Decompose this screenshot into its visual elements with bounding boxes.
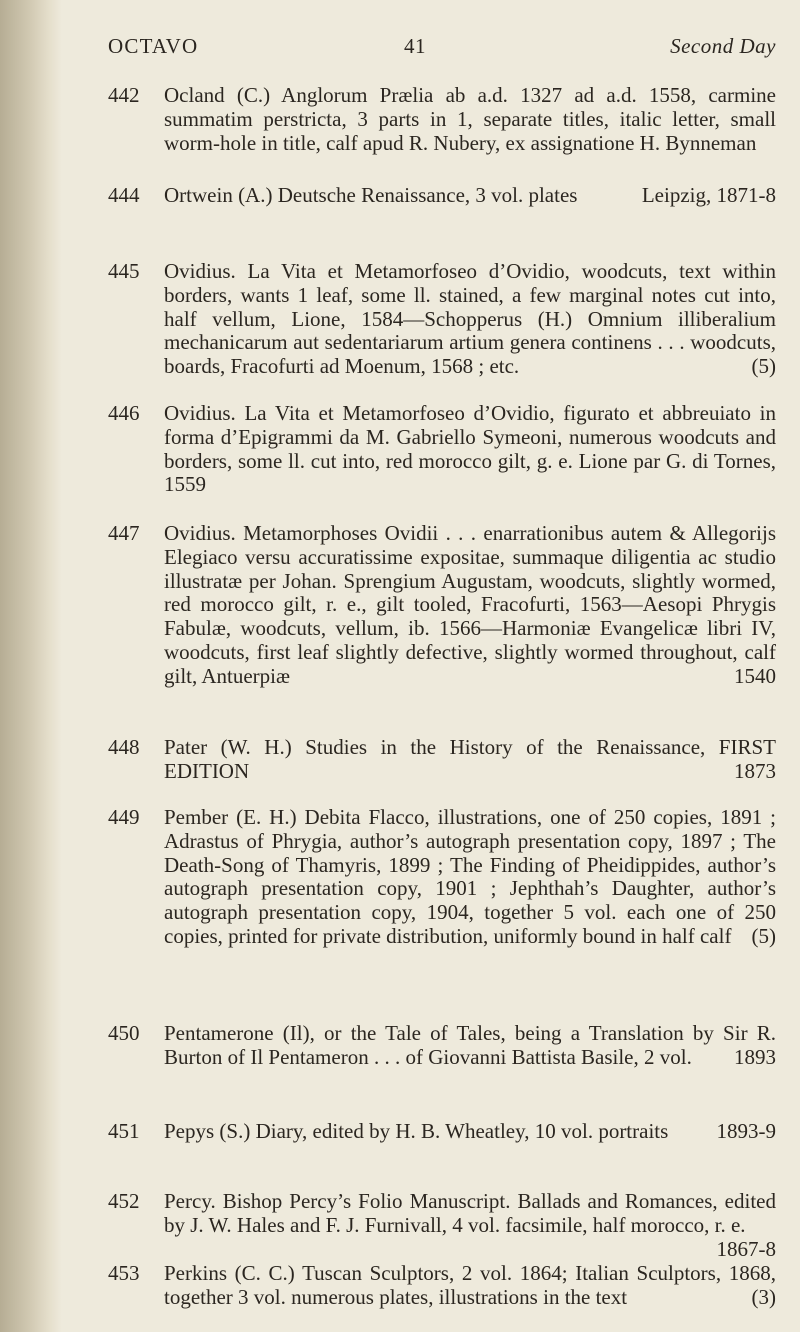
lot-text: Pentamerone (Il), or the Tale of Tales, being a Translation by Sir R. Burton of Il Pentameron . . . of Giovanni Battista Basile, 2 vol. bbox=[164, 1021, 776, 1069]
lot-number: 448 bbox=[108, 735, 140, 759]
lot-description bbox=[164, 1189, 776, 1261]
catalogue-entry bbox=[108, 1190, 776, 1261]
catalogue-entry bbox=[108, 522, 776, 689]
lot-date: 1873 bbox=[734, 758, 776, 783]
lot-text: Ovidius. La Vita et Metamorfoseo d’Ovidio, figurato et abbreuiato in forma d’Epigrammi da M. Gabriello Symeoni, numerous woodcuts and borders, some ll. cut into, red morocco gilt, g. e. Lione par G. di Tornes, 1559 bbox=[164, 401, 776, 497]
lot-text: Percy. Bishop Percy’s Folio Manuscript. Ballads and Romances, edited by J. W. Hales and F. J. Furnivall, 4 vol. facsimile, half morocco, r. e. bbox=[164, 1189, 776, 1237]
catalogue-entry bbox=[108, 1262, 776, 1310]
catalogue-entry bbox=[108, 84, 776, 155]
lot-text: Pember (E. H.) Debita Flacco, illustrations, one of 250 copies, 1891 ; Adrastus of Phrygia, author’s autograph presentation copy, 1897 ; The Death-Song of Thamyris, 1899 ; The Finding of Pheidippides, author’s autograph presentation copy, 1901 ; Jephthah’s Daughter, author’s autograph presentation copy, 1904, together 5 vol. each one of 250 copies, printed for private distribution, uniformly bound in half calf bbox=[164, 805, 776, 948]
page-header bbox=[108, 34, 776, 58]
lot-description bbox=[164, 1120, 776, 1144]
catalogue-entry bbox=[108, 1022, 776, 1070]
lot-text: Ocland (C.) Anglorum Prælia ab a.d. 1327 ad a.d. 1558, carmine summatim perstricta, 3 parts in 1, separate titles, italic letter, small worm-hole in title, calf apud R. Nubery, ex assignatione H. Bynneman bbox=[164, 83, 776, 155]
lot-description bbox=[164, 260, 776, 379]
lot-description bbox=[164, 736, 776, 784]
catalogue-entry bbox=[108, 260, 776, 379]
lot-text: Ovidius. La Vita et Metamorfoseo d’Ovidio, woodcuts, text within borders, wants 1 leaf, some ll. stained, a few marginal notes cut into, half vellum, Lione, 1584—Schopperus (H.) Omnium illiberalium mechanicarum aut sedentariarum artium genera continens . . . woodcuts, boards, Fracofurti ad Moenum, 1568 ; etc. bbox=[164, 259, 776, 379]
header-format: OCTAVO bbox=[108, 34, 199, 58]
catalogue-entry bbox=[108, 806, 776, 949]
lot-text: Ovidius. Metamorphoses Ovidii . . . enarrationibus autem & Allegorijs Elegiaco versu accuratissime expositae, summaque diligentia ac studio illustratæ per Johan. Sprengium Augustam, woodcuts, slightly wormed, red morocco gilt, r. e., gilt tooled, Fracofurti, 1563—Aesopi Phrygis Fabulæ, woodcuts, vellum, ib. 1566—Harmoniæ Evangelicæ libri IV, woodcuts, first leaf slightly defective, slightly wormed throughout, calf gilt, Antuerpiæ bbox=[164, 521, 776, 688]
lot-number: 450 bbox=[108, 1021, 140, 1045]
lot-description bbox=[164, 1262, 776, 1310]
lot-count: (5) bbox=[751, 923, 776, 948]
lot-text: Perkins (C. C.) Tuscan Sculptors, 2 vol. 1864; Italian Sculptors, 1868, together 3 vol. numerous plates, illustrations in the text bbox=[164, 1261, 776, 1309]
lot-count: (5) bbox=[751, 354, 776, 379]
page-gutter-shadow bbox=[0, 0, 62, 1332]
lot-description bbox=[164, 402, 776, 497]
lot-count: (3) bbox=[751, 1284, 776, 1309]
lot-number: 446 bbox=[108, 401, 140, 425]
lot-date: 1893 bbox=[734, 1044, 776, 1069]
lot-number: 449 bbox=[108, 805, 140, 829]
lot-text: Pepys (S.) Diary, edited by H. B. Wheatley, 10 vol. portraits bbox=[164, 1119, 669, 1143]
lot-number: 442 bbox=[108, 83, 140, 107]
lot-date: 1893-9 bbox=[716, 1119, 776, 1143]
catalogue-entry bbox=[108, 402, 776, 497]
lot-text: Ortwein (A.) Deutsche Renaissance, 3 vol. plates bbox=[164, 183, 578, 207]
catalogue-entry bbox=[108, 736, 776, 784]
lot-number: 452 bbox=[108, 1189, 140, 1213]
catalogue-entry bbox=[108, 184, 776, 208]
lot-imprint: Leipzig, 1871-8 bbox=[641, 183, 776, 207]
lot-description bbox=[164, 84, 776, 155]
lot-number: 451 bbox=[108, 1119, 140, 1143]
lot-number: 445 bbox=[108, 259, 140, 283]
lot-number: 444 bbox=[108, 183, 140, 207]
catalogue-entry bbox=[108, 1120, 776, 1144]
lot-number: 447 bbox=[108, 521, 140, 545]
lot-description bbox=[164, 1022, 776, 1070]
page-number: 41 bbox=[404, 34, 426, 58]
lot-date: 1867-8 bbox=[716, 1236, 776, 1261]
lot-description bbox=[164, 184, 776, 208]
lot-imprint-date: 1540 bbox=[734, 663, 776, 688]
lot-description bbox=[164, 806, 776, 949]
header-day: Second Day bbox=[670, 34, 776, 58]
lot-number: 453 bbox=[108, 1261, 140, 1285]
lot-text: Pater (W. H.) Studies in the History of the Renaissance, FIRST EDITION bbox=[164, 735, 776, 783]
lot-description bbox=[164, 522, 776, 689]
